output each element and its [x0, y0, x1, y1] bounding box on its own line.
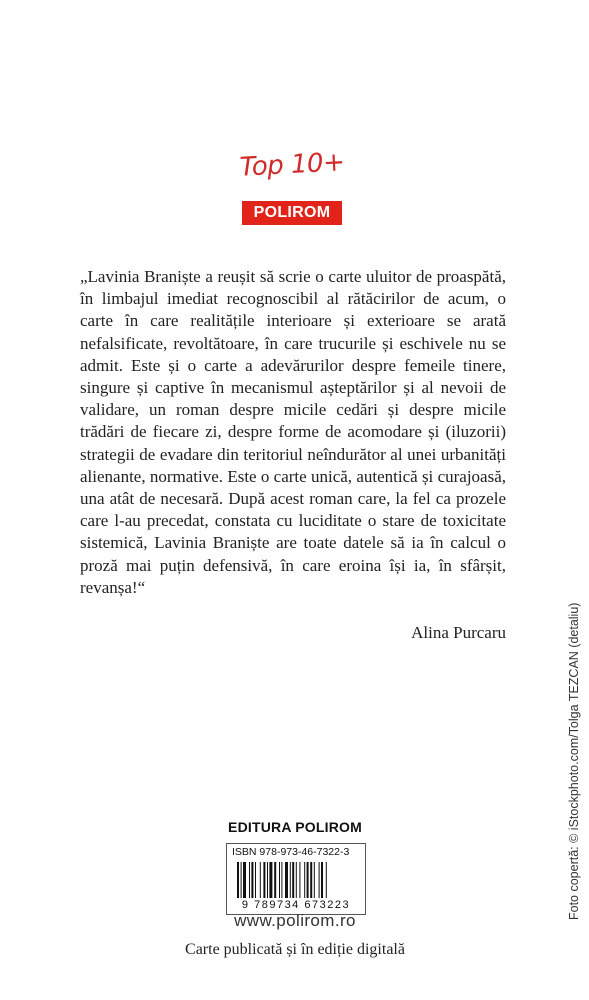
- top-10-series-logo: Top 10+: [238, 147, 346, 183]
- digital-edition-note: Carte publicată și în ediție digitală: [185, 941, 405, 958]
- isbn-barcode-box: [226, 843, 366, 915]
- blurb-quote: „Lavinia Braniște a reușit să scrie o carte uluitor de proaspătă, în limbajul imediat recognoscibil al rătăcirilor de acum, o carte în care realitățile interioare și exterioare se arată nefalsificate, revoltătoare, în care trucurile și eschivele nu se admit. Este și o carte a adevărurilor despre femeile tinere, singure și captive în mecanismul așteptărilor și al nevoii de validare, un roman despre micile cedări și despre micile trădări de fiecare zi, despre forme de acomodare și (iluzorii) strategii de evadare din teritoriul neîndurător al unei urbanități alienante, normative. Este o carte unică, autentică și curajoasă, una atât de necesară. După acest roman care, la fel ca prozele care l-au precedat, constata cu luciditate o stare de toxicitate sistemică, Lavinia Braniște are toate datele să ia în calcul o proză mai puțin defensivă, în care eroina își ia, în sfârșit, revanșa!“: [80, 267, 506, 597]
- barcode-icon: [237, 862, 357, 898]
- cover-photo-credit: Foto copertă: © iStockphoto.com/Tolga TEZCAN (detaliu): [567, 602, 581, 920]
- polirom-logo-badge: POLIROM: [242, 201, 342, 225]
- barcode-digits: 9 789734 673223: [241, 899, 351, 911]
- publisher-website[interactable]: www.polirom.ro: [234, 911, 356, 930]
- quote-author: Alina Purcaru: [411, 623, 506, 642]
- isbn-label: ISBN 978-973-46-7322-3: [232, 846, 350, 858]
- publisher-imprint: EDITURA POLIROM: [228, 819, 362, 835]
